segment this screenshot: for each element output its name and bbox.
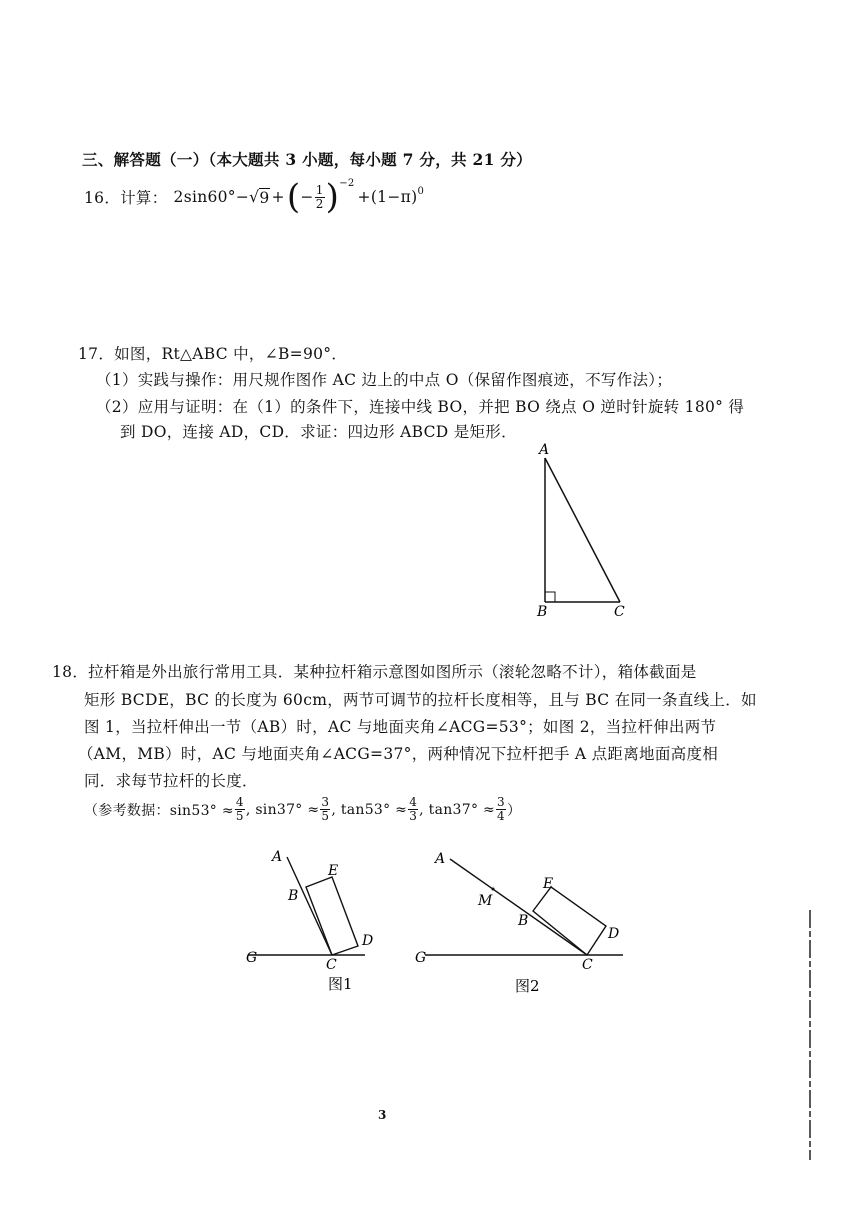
fig2-label-g: G xyxy=(415,950,427,966)
ref-frac-1-den: 5 xyxy=(235,809,244,823)
q17-part1: （1）实践与操作：用尺规作图作 AC 边上的中点 O（保留作图痕迹，不写作法）； xyxy=(96,371,673,389)
ref-frac-3 xyxy=(408,796,418,823)
q18-line1: 18．拉杆箱是外出旅行常用工具．某种拉杆箱示意图如图所示（滚轮忽略不计），箱体截面是 xyxy=(52,663,697,681)
fig2-label-e: E xyxy=(543,876,554,892)
ref-prefix: （参考数据：sin53° ≈ xyxy=(84,802,234,819)
fig1-label-g: G xyxy=(246,950,258,966)
q18-figure-1 xyxy=(240,845,390,1005)
q16-expr-c: +(1−π) xyxy=(357,188,418,206)
q16-exponent-zero: 0 xyxy=(417,186,425,197)
ref-frac-2 xyxy=(320,796,330,823)
fig1-caption: 图1 xyxy=(328,975,353,993)
sqrt-arg: 9 xyxy=(259,188,270,207)
q16-number: 16．计算： xyxy=(84,189,168,207)
fig2-label-a: A xyxy=(435,851,446,867)
fraction-numerator: 1 xyxy=(315,182,324,197)
fig2-label-c: C xyxy=(582,957,593,973)
ref-frac-3-den: 3 xyxy=(409,809,418,823)
fraction-denominator: 2 xyxy=(315,196,324,211)
q18-line4: （AM，MB）时，AC 与地面夹角∠ACG=37°，两种情况下拉杆把手 A 点距离地面高度相 xyxy=(78,745,719,763)
ref-frac-1-num: 4 xyxy=(235,795,244,809)
ref-after-4: ） xyxy=(506,802,522,819)
ref-frac-4-num: 3 xyxy=(497,795,505,809)
q18-line5: 同．求每节拉杆的长度． xyxy=(84,772,258,790)
ref-frac-2-den: 5 xyxy=(321,809,330,823)
q17-stem: 17．如图，Rt△ABC 中，∠B=90°． xyxy=(78,345,348,363)
ref-frac-3-num: 4 xyxy=(409,795,418,809)
fig2-label-d: D xyxy=(608,926,620,942)
binding-line xyxy=(800,905,820,1165)
ref-frac-2-num: 3 xyxy=(321,795,330,809)
ref-frac-4-den: 4 xyxy=(497,809,505,823)
question-16 xyxy=(84,177,425,217)
right-paren: ) xyxy=(325,177,340,217)
fig1-label-c: C xyxy=(326,957,337,973)
q16-exponent: −2 xyxy=(339,178,355,189)
ref-frac-4 xyxy=(496,796,506,823)
q18-reference-data xyxy=(84,796,521,823)
fig1-label-b: B xyxy=(288,888,299,904)
q17-part2a: （2）应用与证明：在（1）的条件下，连接中线 BO，并把 BO 绕点 O 逆时针旋转 180° 得 xyxy=(96,398,745,416)
q16-plus: + xyxy=(271,188,285,206)
q17-part2b: 到 DO，连接 AD，CD．求证：四边形 ABCD 是矩形． xyxy=(120,423,517,441)
fig1-label-e: E xyxy=(328,863,339,879)
fig2-label-m: M xyxy=(478,893,493,909)
left-paren: ( xyxy=(286,177,301,217)
ref-after-3: , tan37° ≈ xyxy=(419,801,496,818)
q17-triangle-figure xyxy=(525,440,645,620)
label-c: C xyxy=(614,604,625,620)
fig1-label-d: D xyxy=(362,933,374,949)
page-number: 3 xyxy=(378,1108,387,1122)
q16-expr-a: 2sin60°− xyxy=(173,188,250,206)
section-heading: 三、解答题（一）（本大题共 3 小题，每小题 7 分，共 21 分） xyxy=(82,150,532,169)
sqrt-sign: √ xyxy=(249,188,260,206)
ref-after-2: , tan53° ≈ xyxy=(331,801,408,818)
q18-line2: 矩形 BCDE，BC 的长度为 60cm，两节可调节的拉杆长度相等，且与 BC 在同一条直线上．如 xyxy=(84,691,757,709)
q18-line3: 图 1，当拉杆伸出一节（AB）时，AC 与地面夹角∠ACG=53°；如图 2，当拉杆伸出两节 xyxy=(84,718,717,736)
q18-figure-2 xyxy=(405,845,635,1005)
q16-minus: − xyxy=(300,188,314,206)
ref-after-1: , sin37° ≈ xyxy=(245,801,320,818)
fig2-caption: 图2 xyxy=(515,977,540,995)
ref-frac-1 xyxy=(235,796,245,823)
fig2-label-b: B xyxy=(518,913,529,929)
label-b: B xyxy=(537,604,548,620)
label-a: A xyxy=(539,442,550,458)
fig1-label-a: A xyxy=(272,849,283,865)
q16-fraction xyxy=(315,184,325,211)
